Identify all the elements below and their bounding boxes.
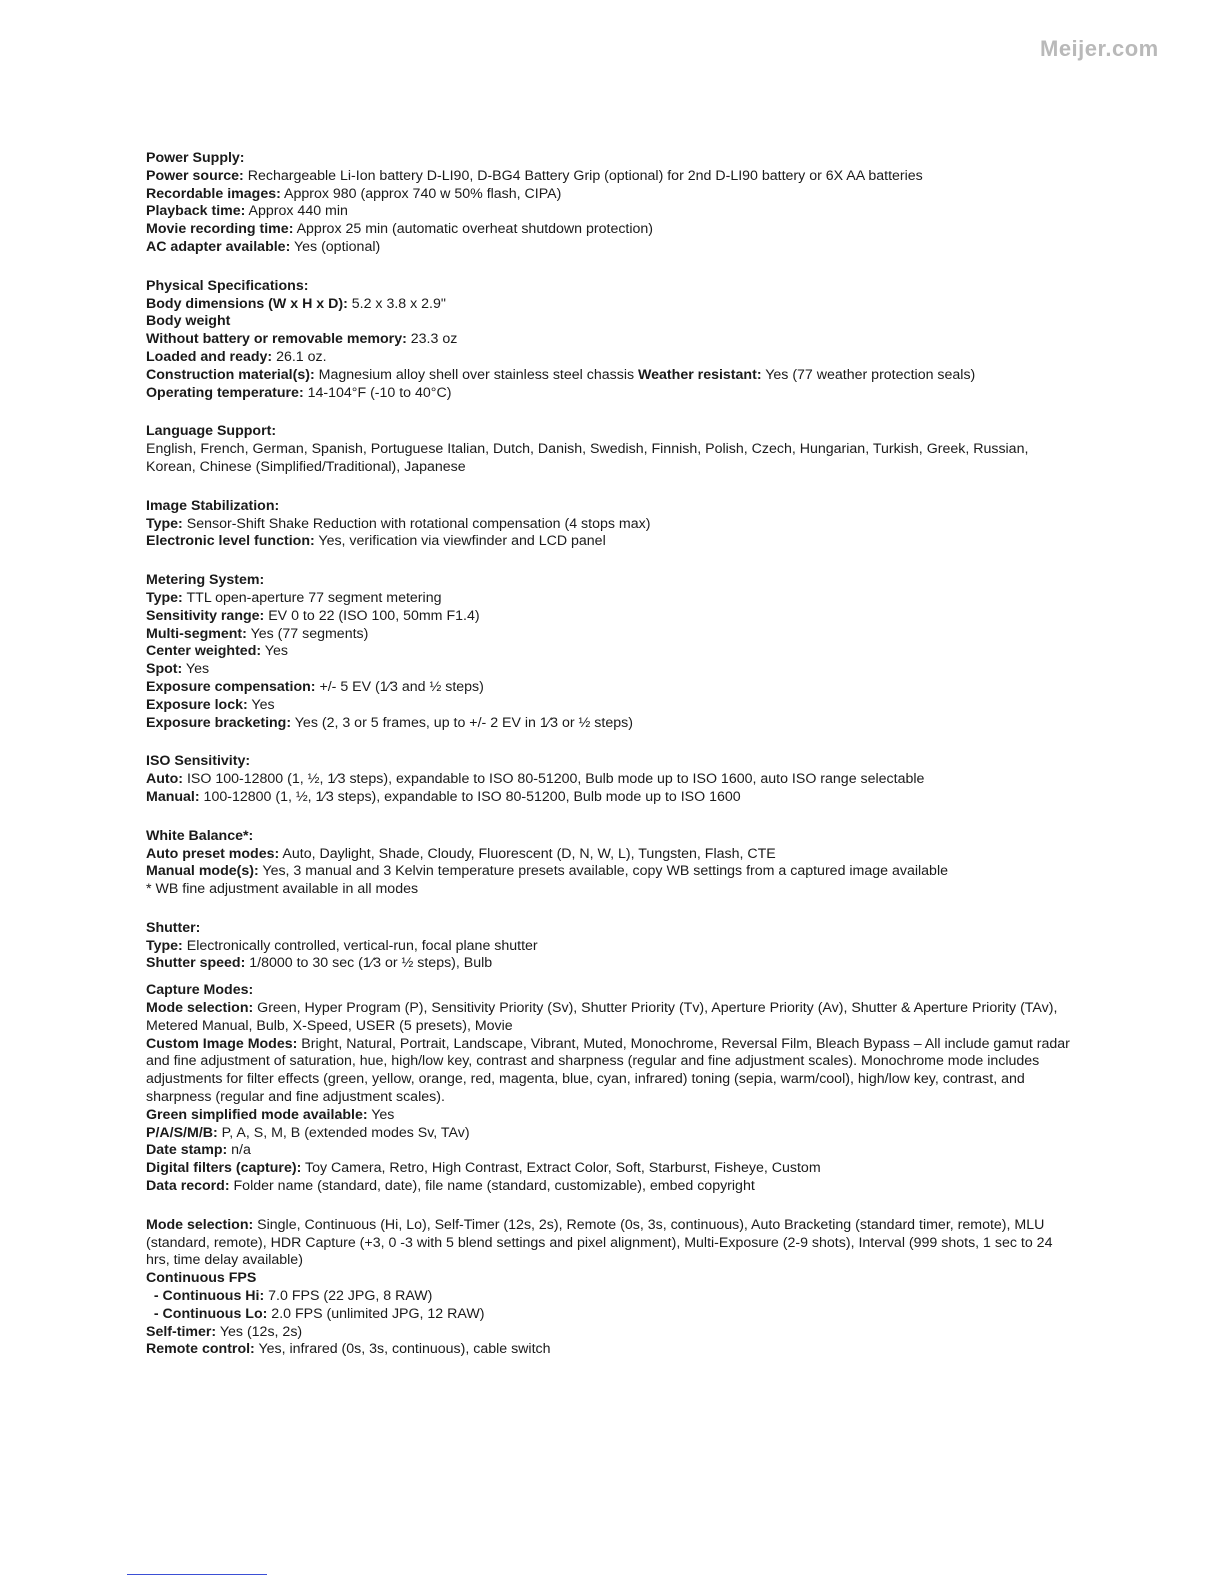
spec-label: Sensitivity range: — [146, 607, 265, 624]
spec-line — [146, 168, 1076, 186]
brand-logo: Meijer.com — [1040, 36, 1159, 61]
spec-label: Self-timer: — [146, 1323, 217, 1340]
spec-label: AC adapter available: — [146, 238, 291, 255]
spec-value: Rechargeable Li-Ion battery D-LI90, D-BG4 Battery Grip (optional) for 2nd D-LI90 battery or 6X AA batteries — [243, 167, 923, 184]
spec-line — [146, 186, 1076, 204]
spec-value: Yes (optional) — [290, 238, 381, 255]
spec-value: Yes (2, 3 or 5 frames, up to +/- 2 EV in 1⁄3 or ½ steps) — [291, 714, 633, 731]
spec-line — [146, 385, 1076, 403]
spec-line — [146, 643, 1076, 661]
spec-value: 23.3 oz — [406, 331, 458, 348]
spec-value: 7.0 FPS (22 JPG, 8 RAW) — [264, 1288, 433, 1305]
spec-value: Yes — [247, 696, 275, 713]
spec-line — [146, 590, 1076, 608]
spec-label: Data record: — [146, 1178, 230, 1195]
spec-line — [146, 239, 1076, 257]
spec-label: Date stamp: — [146, 1142, 228, 1159]
spec-line — [146, 715, 1076, 733]
section-heading: Shutter: — [146, 919, 201, 936]
spec-label: Type: — [146, 589, 183, 606]
spec-value: +/- 5 EV (1⁄3 and ½ steps) — [315, 678, 484, 695]
spec-value: 100-12800 (1, ½, 1⁄3 steps), expandable to ISO 80-51200, Bulb mode up to ISO 1600 — [199, 788, 741, 805]
spec-section — [146, 572, 1076, 732]
spec-value: n/a — [227, 1142, 251, 1159]
spec-line — [146, 367, 1076, 385]
spec-section — [146, 498, 1076, 551]
spec-line — [146, 881, 1076, 899]
spec-label: Body dimensions (W x H x D): — [146, 295, 348, 312]
spec-value: Auto, Daylight, Shade, Cloudy, Fluorescent (D, N, W, L), Tungsten, Flash, CTE — [279, 845, 776, 862]
spec-line — [146, 1270, 1076, 1288]
spec-value: Bright, Natural, Portrait, Landscape, Vibrant, Muted, Monochrome, Reversal Film, Bleach Bypass – All include gamut radar and fine adjustment of saturation, hue, high/low key, contrast and sharpness (regular and fine adjustment scales). Monochrome mode includes adjustments for filter effects (green, yellow, orange, red, magenta, blue, cyan, infrared) toning (sepia, warm/cool), high/low key, contrast, and sharpness (regular and fine adjustment scales). — [146, 1035, 1070, 1106]
spec-value: 5.2 x 3.8 x 2.9" — [347, 295, 446, 312]
spec-line — [146, 221, 1076, 239]
spec-value: Electronically controlled, vertical-run, focal plane shutter — [182, 937, 538, 954]
spec-value: 14-104°F (-10 to 40°C) — [303, 384, 452, 401]
spec-label: Body weight — [146, 313, 231, 330]
spec-label: Type: — [146, 937, 183, 954]
spec-label: Recordable images: — [146, 185, 281, 202]
spec-value: Toy Camera, Retro, High Contrast, Extract Color, Soft, Starburst, Fisheye, Custom — [301, 1160, 821, 1177]
spec-label: Center weighted: — [146, 643, 262, 660]
spec-value: Approx 440 min — [245, 203, 348, 220]
spec-value: 26.1 oz. — [272, 348, 327, 365]
spec-line — [146, 1217, 1076, 1270]
spec-line — [146, 697, 1076, 715]
spec-label: Electronic level function: — [146, 533, 315, 550]
spec-label: Spot: — [146, 661, 183, 678]
spec-label: Playback time: — [146, 203, 246, 220]
spec-line — [146, 1306, 1076, 1324]
section-heading: Physical Specifications: — [146, 277, 309, 294]
spec-line — [146, 1107, 1076, 1125]
spec-line — [146, 516, 1076, 534]
spec-line — [146, 1324, 1076, 1342]
spec-line — [146, 1000, 1076, 1036]
spec-label: Power source: — [146, 167, 244, 184]
spec-value: * WB fine adjustment available in all modes — [146, 881, 419, 898]
spec-label: Custom Image Modes: — [146, 1035, 298, 1052]
spec-line — [146, 1036, 1076, 1107]
spec-value: P, A, S, M, B (extended modes Sv, TAv) — [217, 1124, 470, 1141]
spec-line — [146, 661, 1076, 679]
section-heading: Metering System: — [146, 572, 265, 589]
section-heading: Power Supply: — [146, 150, 245, 166]
spec-section — [146, 150, 1076, 257]
spec-document — [146, 150, 1076, 1380]
spec-label: Mode selection: — [146, 1216, 254, 1233]
spec-value: Yes — [182, 661, 210, 678]
spec-value: Yes (12s, 2s) — [216, 1323, 303, 1340]
spec-value: Yes, verification via viewfinder and LCD panel — [314, 533, 606, 550]
section-heading: ISO Sensitivity: — [146, 753, 251, 770]
spec-value: Yes, 3 manual and 3 Kelvin temperature presets available, copy WB settings from a captured image available — [258, 863, 948, 880]
spec-section — [146, 423, 1076, 476]
spec-line — [146, 955, 1076, 973]
spec-value: Yes (77 weather protection seals) — [761, 366, 976, 383]
spec-label: Auto preset modes: — [146, 845, 280, 862]
spec-value: EV 0 to 22 (ISO 100, 50mm F1.4) — [264, 607, 480, 624]
spec-line — [146, 349, 1076, 367]
footer-rule — [127, 1574, 267, 1575]
section-heading: White Balance*: — [146, 827, 254, 844]
spec-line — [146, 1288, 1076, 1306]
spec-value: 2.0 FPS (unlimited JPG, 12 RAW) — [267, 1305, 485, 1322]
section-heading: Capture Modes: — [146, 982, 254, 999]
spec-label: Remote control: — [146, 1341, 255, 1358]
spec-line — [146, 679, 1076, 697]
spec-section — [146, 920, 1076, 973]
spec-label: - Continuous Lo: — [146, 1305, 268, 1322]
spec-line — [146, 1341, 1076, 1359]
spec-value: ISO 100-12800 (1, ½, 1⁄3 steps), expandable to ISO 80-51200, Bulb mode up to ISO 1600, auto ISO range selectable — [183, 771, 925, 788]
spec-section — [146, 1217, 1076, 1359]
spec-label: Manual mode(s): — [146, 863, 259, 880]
spec-line — [146, 626, 1076, 644]
spec-value: Single, Continuous (Hi, Lo), Self-Timer (12s, 2s), Remote (0s, 3s, continuous), Auto Bracketing (standard timer, remote), MLU (standard, remote), HDR Capture (+3, 0 -3 with 5 blend settings and pixel alignment), Multi-Exposure (2-9 shots), Interval (999 shots, 1 sec to 24 hrs, time delay available) — [146, 1216, 1053, 1269]
spec-line — [146, 203, 1076, 221]
spec-value: Yes — [261, 643, 288, 660]
spec-label: Digital filters (capture): — [146, 1160, 302, 1177]
spec-line — [146, 863, 1076, 881]
spec-label: Shutter speed: — [146, 955, 246, 972]
spec-label: Weather resistant: — [638, 366, 762, 383]
spec-line — [146, 533, 1076, 551]
spec-label: Exposure lock: — [146, 696, 248, 713]
spec-label: Exposure bracketing: — [146, 714, 292, 731]
spec-value: Yes — [367, 1106, 395, 1123]
section-heading: Language Support: — [146, 423, 277, 440]
spec-line — [146, 1160, 1076, 1178]
spec-value: Magnesium alloy shell over stainless steel chassis — [314, 366, 639, 383]
spec-label: Mode selection: — [146, 1000, 254, 1017]
spec-line — [146, 441, 1076, 477]
spec-line — [146, 1142, 1076, 1160]
spec-line — [146, 313, 1076, 331]
spec-label: Exposure compensation: — [146, 678, 316, 695]
spec-section — [146, 982, 1076, 1196]
spec-label: Auto: — [146, 771, 184, 788]
spec-line — [146, 608, 1076, 626]
spec-value: Green, Hyper Program (P), Sensitivity Priority (Sv), Shutter Priority (Tv), Aperture Priority (Av), Shutter & Aperture Priority (TAv), Metered Manual, Bulb, X-Speed, USER (5 presets), Movie — [146, 1000, 1058, 1034]
spec-label: Continuous FPS — [146, 1270, 257, 1287]
spec-value: English, French, German, Spanish, Portuguese Italian, Dutch, Danish, Swedish, Finnish, Polish, Czech, Hungarian, Turkish, Greek, Russian, Korean, Chinese (Simplified/Traditional), Japanese — [146, 441, 1029, 475]
spec-line — [146, 789, 1076, 807]
spec-label: Operating temperature: — [146, 384, 304, 401]
spec-section — [146, 753, 1076, 806]
spec-label: Construction material(s): — [146, 366, 315, 383]
spec-line — [146, 846, 1076, 864]
spec-value: Approx 25 min (automatic overheat shutdown protection) — [293, 221, 654, 238]
spec-label: Movie recording time: — [146, 221, 294, 238]
spec-section — [146, 278, 1076, 403]
spec-line — [146, 1125, 1076, 1143]
spec-line — [146, 331, 1076, 349]
section-heading: Image Stabilization: — [146, 497, 280, 514]
spec-value: Folder name (standard, date), file name (standard, customizable), embed copyright — [229, 1178, 755, 1195]
spec-label: Without battery or removable memory: — [146, 331, 407, 348]
spec-value: Sensor-Shift Shake Reduction with rotational compensation (4 stops max) — [182, 515, 651, 532]
spec-label: Green simplified mode available: — [146, 1106, 368, 1123]
spec-label: Manual: — [146, 788, 200, 805]
spec-label: Type: — [146, 515, 183, 532]
spec-value: TTL open-aperture 77 segment metering — [182, 589, 442, 606]
spec-line — [146, 771, 1076, 789]
spec-section — [146, 828, 1076, 899]
spec-value: 1/8000 to 30 sec (1⁄3 or ½ steps), Bulb — [245, 955, 493, 972]
spec-value: Yes (77 segments) — [246, 625, 369, 642]
spec-value: Yes, infrared (0s, 3s, continuous), cable switch — [254, 1341, 551, 1358]
spec-value: Approx 980 (approx 740 w 50% flash, CIPA) — [280, 185, 562, 202]
spec-line — [146, 296, 1076, 314]
spec-label: Multi-segment: — [146, 625, 247, 642]
spec-label: - Continuous Hi: — [146, 1288, 265, 1305]
spec-label: P/A/S/M/B: — [146, 1124, 218, 1141]
spec-label: Loaded and ready: — [146, 348, 273, 365]
spec-line — [146, 1178, 1076, 1196]
spec-line — [146, 938, 1076, 956]
